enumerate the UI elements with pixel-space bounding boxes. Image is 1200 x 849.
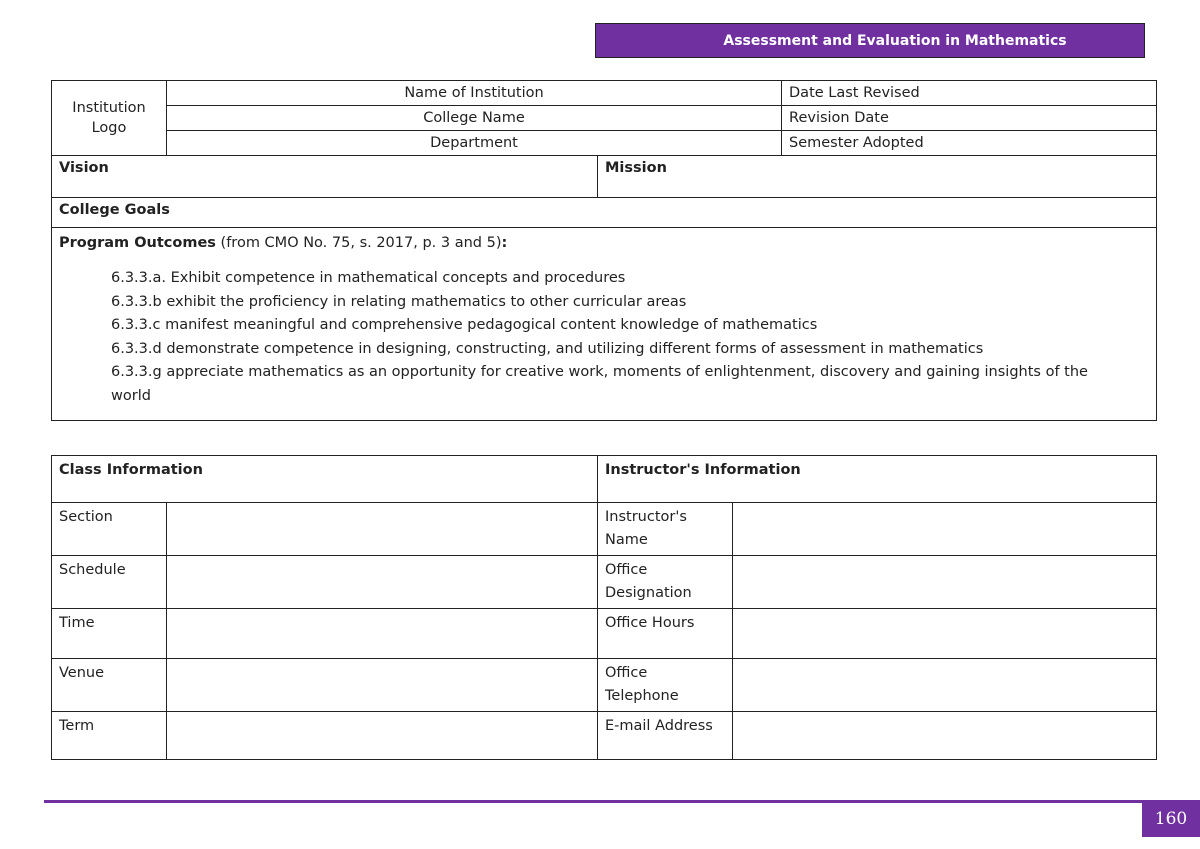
vision-cell: Vision [52, 156, 598, 198]
program-outcomes-label: Program Outcomes [59, 235, 216, 251]
instructor-name-label: Instructor's Name [598, 503, 733, 556]
email-address-value [733, 712, 1157, 760]
section-label: Section [52, 503, 167, 556]
time-value [167, 609, 598, 659]
program-outcomes-source: (from CMO No. 75, s. 2017, p. 3 and 5) [215, 235, 502, 251]
section-value [167, 503, 598, 556]
name-of-institution: Name of Institution [167, 81, 782, 106]
outcome-item: 6.3.3.g appreciate mathematics as an opportunity for creative work, moments of enlightenment, discovery and gaining insights of the world [111, 364, 1088, 404]
class-instructor-info-table [51, 455, 1157, 760]
program-outcomes-colon: : [501, 235, 508, 251]
header-title: Assessment and Evaluation in Mathematics [723, 32, 1067, 49]
venue-value [167, 659, 598, 712]
document-header-banner [595, 23, 1145, 58]
office-telephone-label: Office Telephone [598, 659, 733, 712]
term-label: Term [52, 712, 167, 760]
program-outcomes-cell [52, 228, 1157, 421]
program-outcomes-list [59, 267, 1149, 408]
outcome-item: 6.3.3.d demonstrate competence in designing, constructing, and utilizing different forms of assessment in mathematics [111, 340, 984, 357]
college-goals-cell: College Goals [52, 198, 1157, 228]
instructor-information-header: Instructor's Information [598, 456, 1157, 503]
schedule-value [167, 556, 598, 609]
page-number: 160 [1142, 800, 1200, 837]
footer-divider [44, 800, 1144, 803]
outcome-item: 6.3.3.a. Exhibit competence in mathematical concepts and procedures [111, 270, 626, 286]
department: Department [167, 131, 782, 156]
office-telephone-value [733, 659, 1157, 712]
mission-cell: Mission [598, 156, 1157, 198]
semester-adopted: Semester Adopted [782, 131, 1157, 156]
institution-info-table [51, 80, 1157, 421]
revision-date: Revision Date [782, 106, 1157, 131]
class-information-header: Class Information [52, 456, 598, 503]
college-name: College Name [167, 106, 782, 131]
office-hours-label: Office Hours [598, 609, 733, 659]
venue-label: Venue [52, 659, 167, 712]
institution-logo-cell: Institution Logo [52, 81, 167, 156]
instructor-name-value [733, 503, 1157, 556]
office-designation-label: Office Designation [598, 556, 733, 609]
program-outcomes-heading [59, 233, 1149, 253]
term-value [167, 712, 598, 760]
office-designation-value [733, 556, 1157, 609]
date-last-revised: Date Last Revised [782, 81, 1157, 106]
email-address-label: E-mail Address [598, 712, 733, 760]
office-hours-value [733, 609, 1157, 659]
outcome-item: 6.3.3.c manifest meaningful and comprehensive pedagogical content knowledge of mathematics [111, 317, 818, 333]
time-label: Time [52, 609, 167, 659]
schedule-label: Schedule [52, 556, 167, 609]
outcome-item: 6.3.3.b exhibit the proficiency in relating mathematics to other curricular areas [111, 293, 687, 310]
